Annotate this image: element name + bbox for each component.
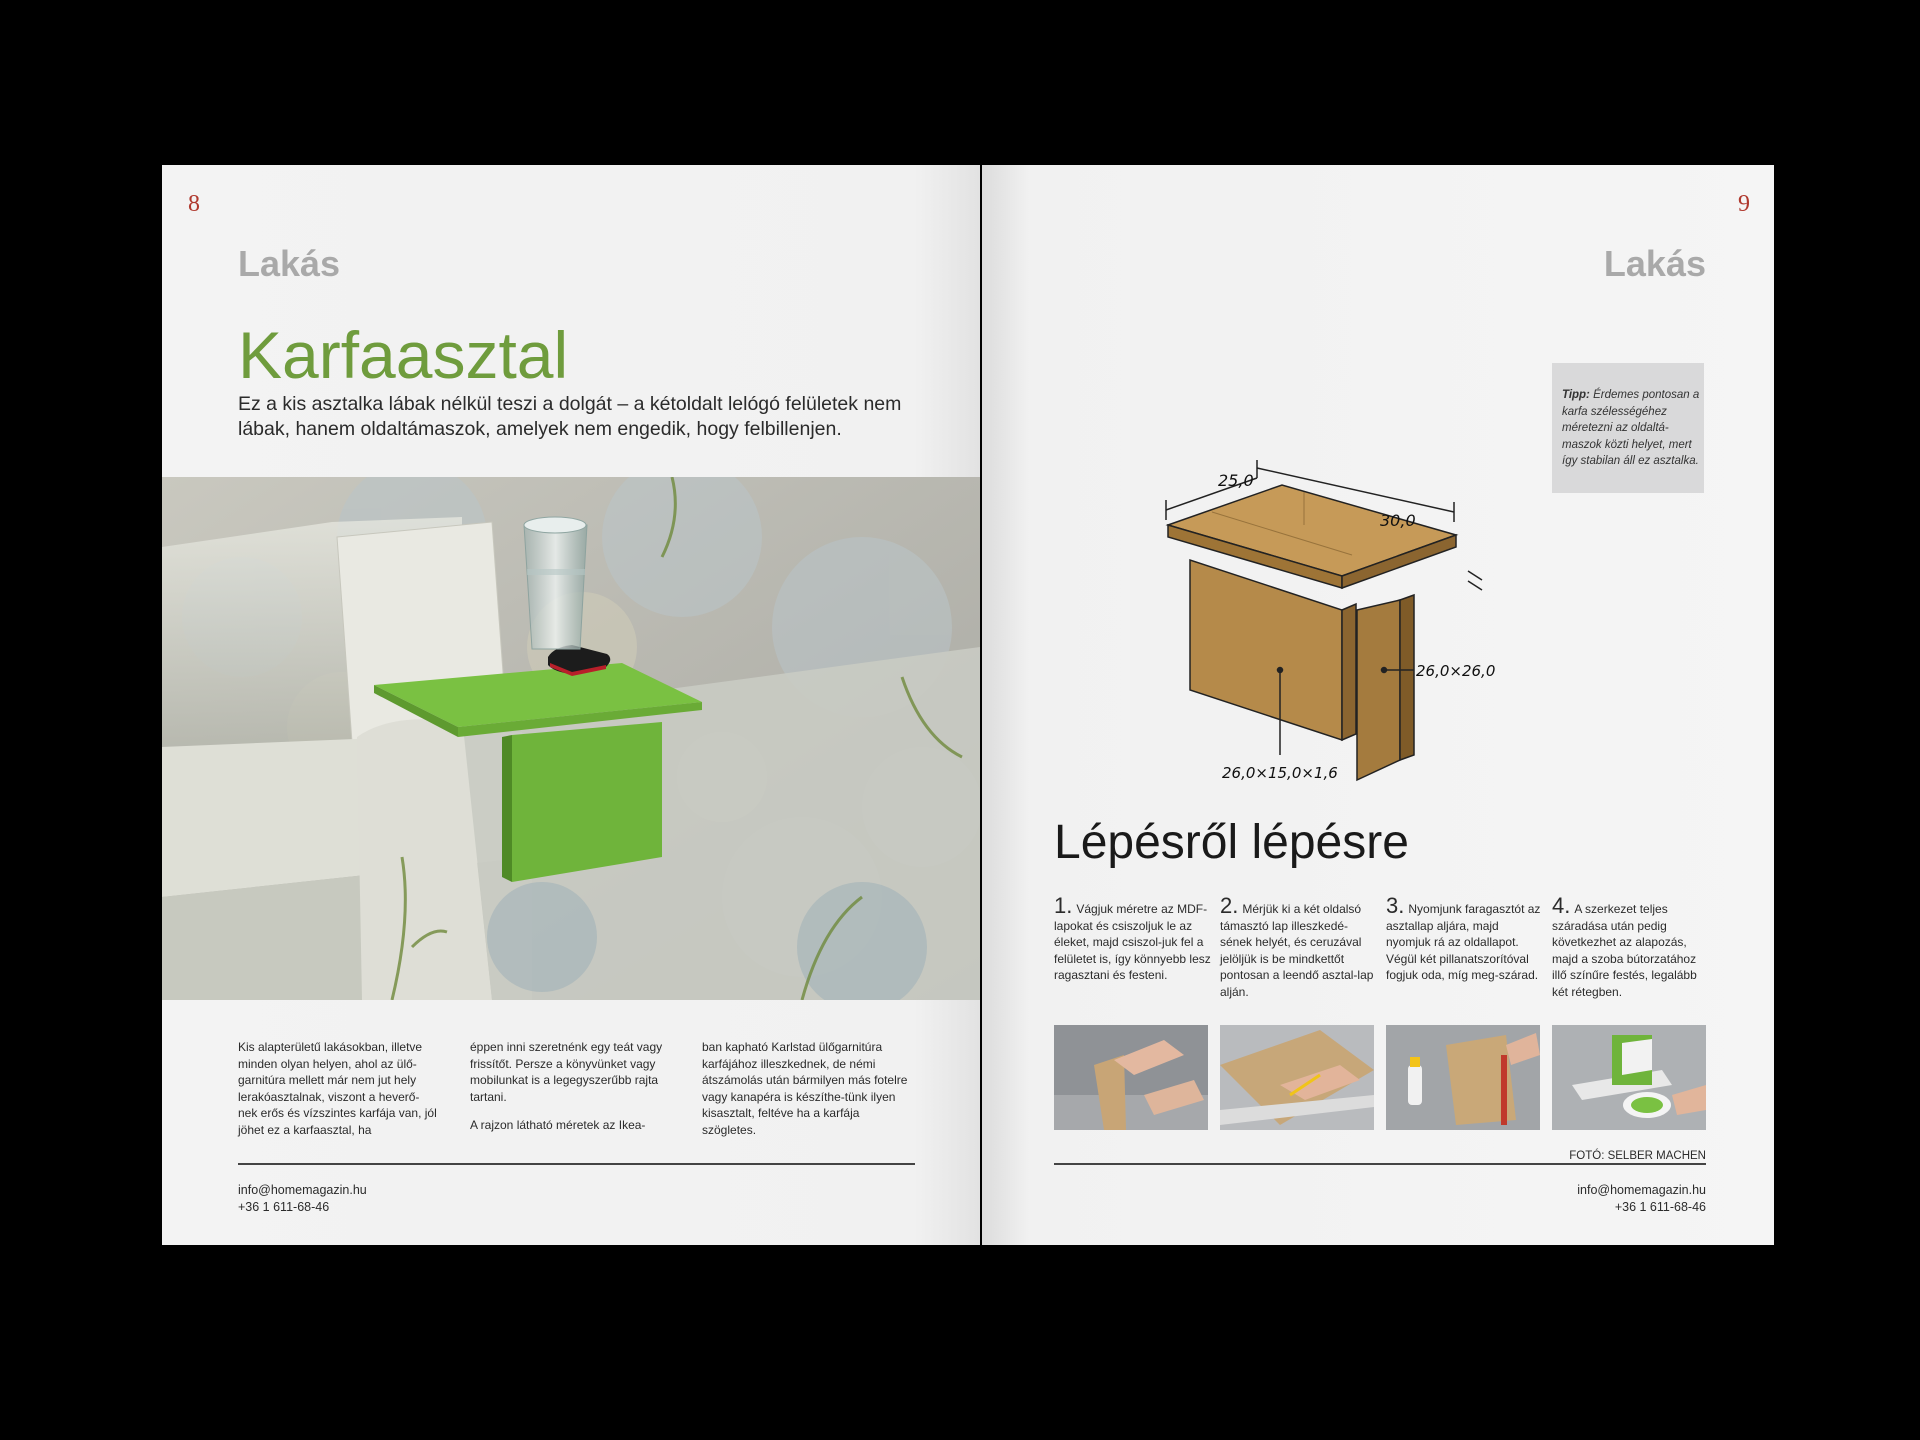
step-photo-4	[1552, 1025, 1706, 1130]
page-number-right: 9	[1738, 191, 1750, 217]
dim-width-label: 30,0	[1380, 511, 1416, 530]
tip-box	[1552, 363, 1704, 493]
tip-label: Tipp:	[1562, 389, 1590, 401]
left-page	[162, 165, 980, 1245]
step-photo-1	[1054, 1025, 1208, 1130]
contact-phone: +36 1 611-68-46	[1614, 1200, 1706, 1214]
step-number: 4.	[1552, 893, 1571, 918]
photo-credit: FOTÓ: SELBER MACHEN	[1569, 1150, 1706, 1162]
body-paragraph: A rajzon látható méretek az Ikea-	[470, 1118, 646, 1132]
step-4	[1552, 893, 1710, 1000]
step-photo-2	[1220, 1025, 1374, 1130]
section-title-right: Lakás	[1603, 243, 1706, 284]
footer-rule-left	[238, 1163, 915, 1165]
dim-support-label: 26,0×26,0	[1416, 662, 1496, 680]
table-diagram	[1152, 450, 1572, 810]
step-text: A szerkezet teljes száradása után pedig következhet az alapozás, majd a szoba bútorzatához illő színűre festés, legalább két rétegben.	[1552, 902, 1697, 999]
steps-title: Lépésről lépésre	[1054, 816, 1409, 869]
tip-text: Érdemes pontosan a karfa szélességéhez méretezni az oldaltá-maszok közti helyet, mert így stabilan áll ez asztalka.	[1562, 389, 1700, 467]
step-number: 1.	[1054, 893, 1073, 918]
contact-right	[1577, 1182, 1706, 1216]
article-title: Karfaasztal	[238, 318, 569, 392]
step-number: 2.	[1220, 893, 1239, 918]
step-text: Mérjük ki a két oldalsó támasztó lap illeszkedé-sének helyét, és ceruzával jelöljük is be mindkettőt pontosan a leendő asztal-lap alján.	[1220, 902, 1374, 999]
contact-email[interactable]: info@homemagazin.hu	[238, 1183, 367, 1197]
step-number: 3.	[1386, 893, 1405, 918]
contact-email[interactable]: info@homemagazin.hu	[1577, 1183, 1706, 1197]
dim-panel-label: 26,0×15,0×1,6	[1222, 764, 1338, 782]
body-column-2	[470, 1039, 670, 1146]
step-text: Nyomjunk faragasztót az asztallap aljára, majd nyomjuk rá az oldallapot. Végül két pillanatszorítóval fogjuk oda, míg meg-szárad.	[1386, 902, 1541, 982]
step-photo-3	[1386, 1025, 1540, 1130]
section-title-left: Lakás	[238, 243, 341, 284]
contact-left	[238, 1182, 367, 1216]
footer-rule-right	[1054, 1163, 1706, 1165]
body-column-1	[238, 1039, 438, 1150]
step-1	[1054, 893, 1212, 984]
body-paragraph: éppen inni szeretnénk egy teát vagy frissítőt. Persze a könyvünket vagy mobilunkat is a legegyszerűbb rajta tartani.	[470, 1040, 663, 1104]
page-number-left: 8	[188, 191, 200, 217]
step-2	[1220, 893, 1378, 1000]
sofa-photo	[162, 477, 980, 1000]
step-3	[1386, 893, 1544, 984]
article-lead: Ez a kis asztalka lábak nélkül teszi a dolgát – a kétoldalt lelógó felületek nem lábak, hanem oldaltámaszok, amelyek nem engedik, hogy felbillenjen.	[238, 393, 902, 440]
right-page	[982, 165, 1774, 1245]
step-text: Vágjuk méretre az MDF-lapokat és csiszoljuk le az éleket, majd csiszol-juk fel a felületet is, így könnyebb lesz ragasztani és festeni.	[1054, 902, 1211, 982]
body-column-3	[702, 1039, 912, 1150]
contact-phone: +36 1 611-68-46	[238, 1200, 330, 1214]
body-paragraph: ban kapható Karlstad ülőgarnitúra karfájához illeszkednek, de némi átszámolás után bármilyen más fotelre vagy kanapéra is készíthe-tünk ilyen kisasztalt, feltéve ha a karfája szögletes.	[702, 1040, 908, 1137]
body-paragraph: Kis alapterületű lakásokban, illetve minden olyan helyen, ahol az ülő-garnitúra mellett már nem jut hely lerakóasztalnak, viszont a heverő-nek erős és vízszintes karfája van, jól jöhet ez a karfaasztal, ha	[238, 1040, 437, 1137]
dim-depth-label: 25,0	[1218, 471, 1254, 490]
